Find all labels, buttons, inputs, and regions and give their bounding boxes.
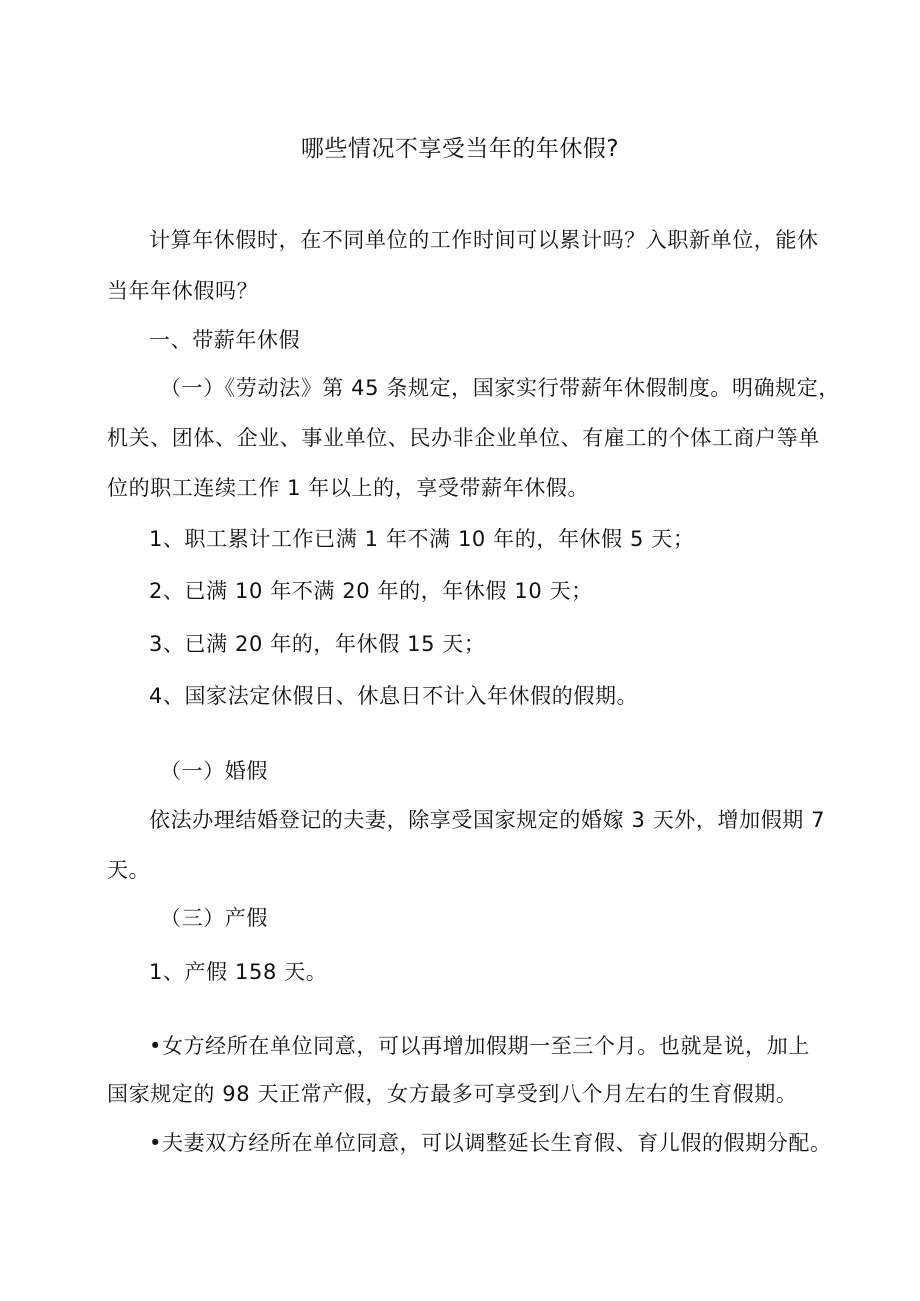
- paid-leave-para-line-1: （一）《劳动法》第 45 条规定，国家实行带薪年休假制度。明确规定，: [160, 376, 840, 400]
- document-title: 哪些情况不享受当年的年休假?: [300, 136, 620, 162]
- intro-line-2: 当年年休假吗？: [107, 279, 259, 303]
- marriage-para-line-2: 天。: [107, 858, 151, 882]
- section-heading-marriage-leave: （一）婚假: [160, 759, 268, 783]
- maternity-bullet-2: •夫妻双方经所在单位同意，可以调整延长生育假、育儿假的假期分配。: [149, 1131, 832, 1155]
- list-item: 3、已满 20 年的，年休假 15 天；: [149, 632, 486, 656]
- maternity-bullet-1-line-2: 国家规定的 98 天正常产假，女方最多可享受到八个月左右的生育假期。: [107, 1082, 798, 1106]
- section-heading-paid-leave: 一、带薪年休假: [149, 328, 301, 352]
- intro-line-1: 计算年休假时，在不同单位的工作时间可以累计吗？入职新单位，能休: [149, 228, 819, 252]
- paid-leave-para-line-2: 机关、团体、企业、事业单位、民办非企业单位、有雇工的个体工商户等单: [107, 426, 820, 450]
- list-item: 2、已满 10 年不满 20 年的，年休假 10 天；: [149, 579, 593, 603]
- maternity-bullet-1-line-1: •女方经所在单位同意，可以再增加假期一至三个月。也就是说，加上: [149, 1034, 810, 1058]
- section-heading-maternity-leave: （三）产假: [160, 906, 268, 930]
- list-item: 4、国家法定休假日、休息日不计入年休假的假期。: [149, 684, 639, 708]
- paid-leave-para-line-3: 位的职工连续工作 1 年以上的，享受带薪年休假。: [107, 476, 590, 500]
- list-item: 1、职工累计工作已满 1 年不满 10 年的，年休假 5 天；: [149, 527, 695, 551]
- maternity-item-1: 1、产假 158 天。: [149, 960, 328, 984]
- marriage-para-line-1: 依法办理结婚登记的夫妻，除享受国家规定的婚嫁 3 天外，增加假期 7: [149, 808, 826, 832]
